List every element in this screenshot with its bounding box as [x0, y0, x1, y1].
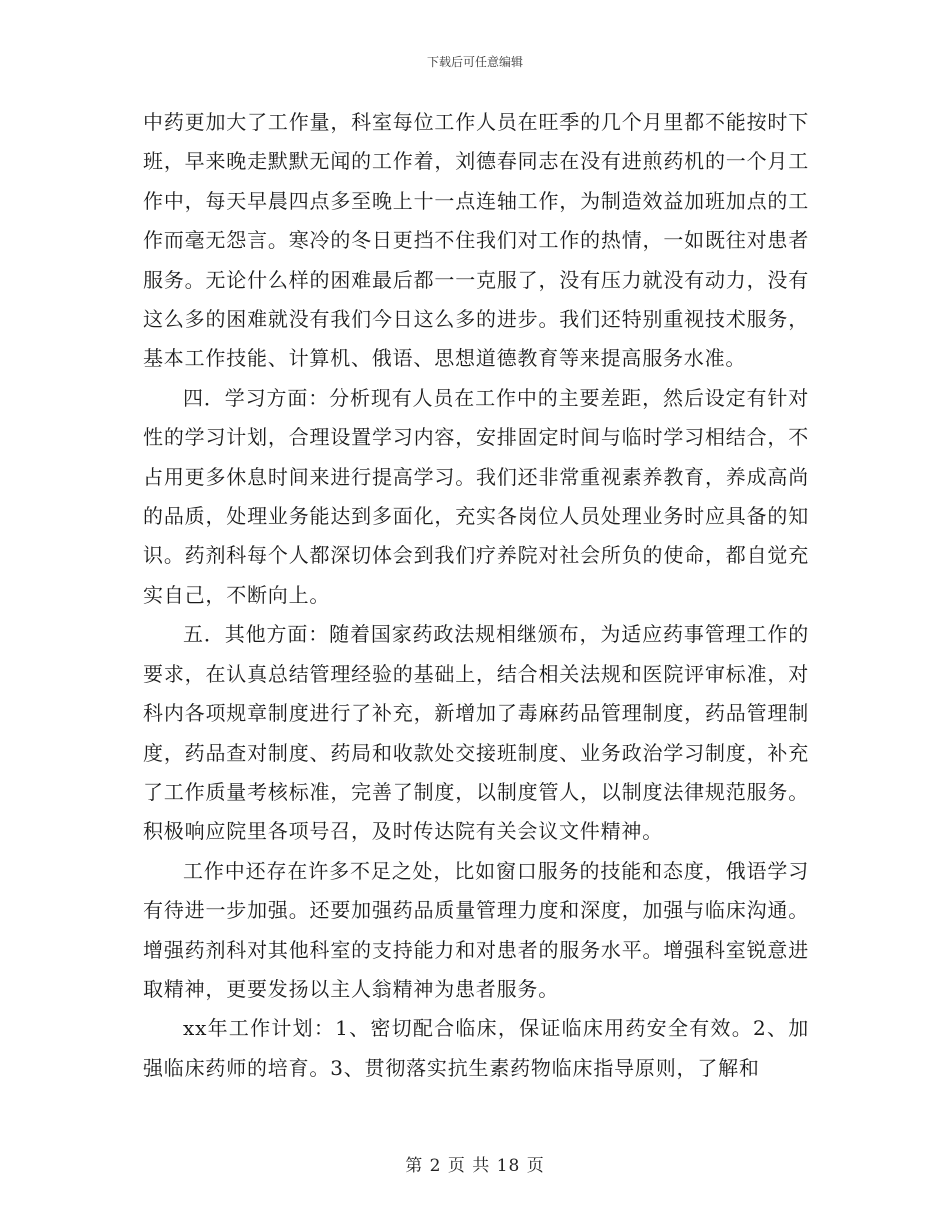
- paragraph-other: 五．其他方面：随着国家药政法规相继颁布，为适应药事管理工作的要求，在认真总结管理经验的基础上，结合相关法规和医院评审标准，对科内各项规章制度进行了补充，新增加了毒麻药品管理制度，药品管理制度，药品查对制度、药局和收款处交接班制度、业务政治学习制度，补充了工作质量考核标准，完善了制度，以制度管人，以制度法律规范服务。积极响应院里各项号召，及时传达院有关会议文件精神。: [143, 622, 809, 844]
- header-note: 下载后可任意编辑: [426, 55, 523, 69]
- paragraph-work-plan: xx年工作计划：1、密切配合临床，保证临床用药安全有效。2、加强临床药师的培育。3、贯彻落实抗生素药物临床指导原则，了解和: [143, 1016, 809, 1080]
- paragraph-study: 四．学习方面：分析现有人员在工作中的主要差距，然后设定有针对性的学习计划，合理设置学习内容，安排固定时间与临时学习相结合，不占用更多休息时间来进行提高学习。我们还非常重视素养教育，养成高尚的品质，处理业务能达到多面化，充实各岗位人员处理业务时应具备的知识。药剂科每个人都深切体会到我们疗养院对社会所负的使命，都自觉充实自己，不断向上。: [143, 385, 809, 607]
- page-number: 第 2 页 共 18 页: [405, 1156, 545, 1176]
- paragraph-shortcomings: 工作中还存在许多不足之处，比如窗口服务的技能和态度，俄语学习有待进一步加强。还要加强药品质量管理力度和深度，加强与临床沟通。增强药剂科对其他科室的支持能力和对患者的服务水平。增强科室锐意进取精神，更要发扬以主人翁精神为患者服务。: [143, 858, 809, 1001]
- document-body: [143, 103, 809, 1088]
- paragraph-continuation: 中药更加大了工作量，科室每位工作人员在旺季的几个月里都不能按时下班，早来晚走默默无闻的工作着，刘德春同志在没有进煎药机的一个月工作中，每天早晨四点多至晚上十一点连轴工作，为制造效益加班加点的工作而毫无怨言。寒冷的冬日更挡不住我们对工作的热情，一如既往对患者服务。无论什么样的困难最后都一一克服了，没有压力就没有动力，没有这么多的困难就没有我们今日这么多的进步。我们还特别重视技术服务，基本工作技能、计算机、俄语、思想道德教育等来提高服务水准。: [143, 110, 809, 371]
